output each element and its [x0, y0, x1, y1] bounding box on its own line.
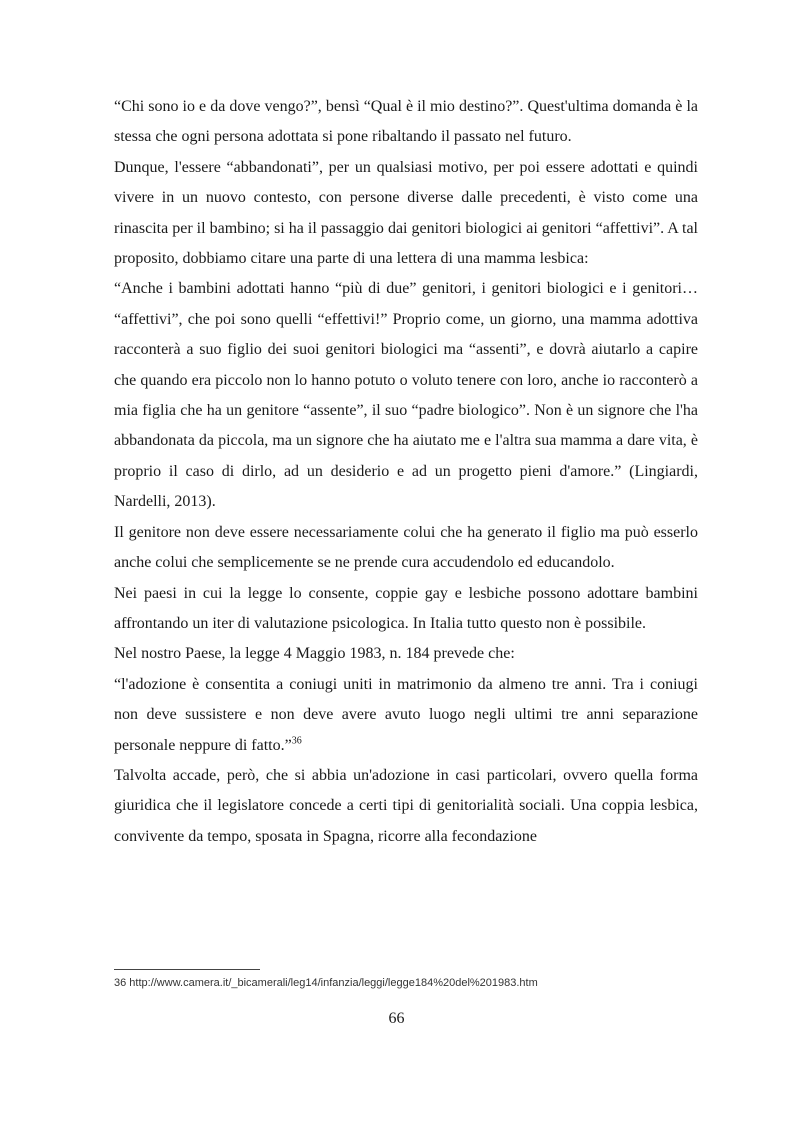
paragraph: Dunque, l'essere “abbandonati”, per un qualsiasi motivo, per poi essere adottati e quindi vivere in un nuovo contesto, con persone diverse dalle precedenti, è visto come una rinascita per il bambino; si ha il passaggio dai genitori biologici ai genitori “affettivi”. A tal proposito, dobbiamo citare una parte di una lettera di una mamma lesbica:	[114, 158, 698, 268]
law-quote-text: “l'adozione è consentita a coniugi uniti in matrimonio da almeno tre anni. Tra i coniugi non deve sussistere e non deve avere avuto luogo negli ultimi tre anni separazione personale neppure di fatto.”	[114, 675, 698, 754]
footnote-divider	[114, 969, 260, 970]
paragraph: Talvolta accade, però, che si abbia un'adozione in casi particolari, ovvero quella forma giuridica che il legislatore concede a certi tipi di genitorialità sociali. Una coppia lesbica, convivente da tempo, sposata in Spagna, ricorre alla fecondazione	[114, 766, 698, 845]
paragraph: Nel nostro Paese, la legge 4 Maggio 1983, n. 184 prevede che:	[114, 645, 515, 663]
block-quote-paragraph: “Anche i bambini adottati hanno “più di due” genitori, i genitori biologici e i genitori… “affettivi”, che poi sono quelli “effettivi!” Proprio come, un giorno, una mamma adottiva racconterà a suo figlio dei suoi genitori biologici ma “assenti”, e dovrà aiutarlo a capire che quando era piccolo non lo hanno potuto o voluto tenere con loro, anche io racconterò a mia figlia che ha un genitore “assente”, il suo “padre biologico”. Non è un signore che l'ha abbandonata da piccola, ma un signore che ha aiutato me e l'altra sua mamma a dare vita, è proprio il caso di dirlo, ad un desiderio e ad un progetto pieni d'amore.” (Lingiardi, Nardelli, 2013).	[114, 280, 698, 511]
footnote-reference[interactable]: 36	[291, 735, 302, 747]
paragraph: Nei paesi in cui la legge lo consente, coppie gay e lesbiche possono adottare bambini affrontando un iter di valutazione psicologica. In Italia tutto questo non è possibile.	[114, 584, 698, 632]
page-number: 66	[388, 1010, 405, 1027]
law-quote-paragraph	[114, 670, 698, 761]
paragraph: “Chi sono io e da dove vengo?”, bensì “Qual è il mio destino?”. Quest'ultima domanda è la stessa che ogni persona adottata si pone ribaltando il passato nel futuro.	[114, 98, 698, 146]
paragraph: Il genitore non deve essere necessariamente colui che ha generato il figlio ma può esserlo anche colui che semplicemente se ne prende cura accudendolo ed educandolo.	[114, 523, 698, 572]
footnote[interactable]: 36 http://www.camera.it/_bicamerali/leg14/infanzia/leggi/legge184%20del%201983.htm	[114, 977, 538, 989]
body-text	[114, 92, 698, 852]
